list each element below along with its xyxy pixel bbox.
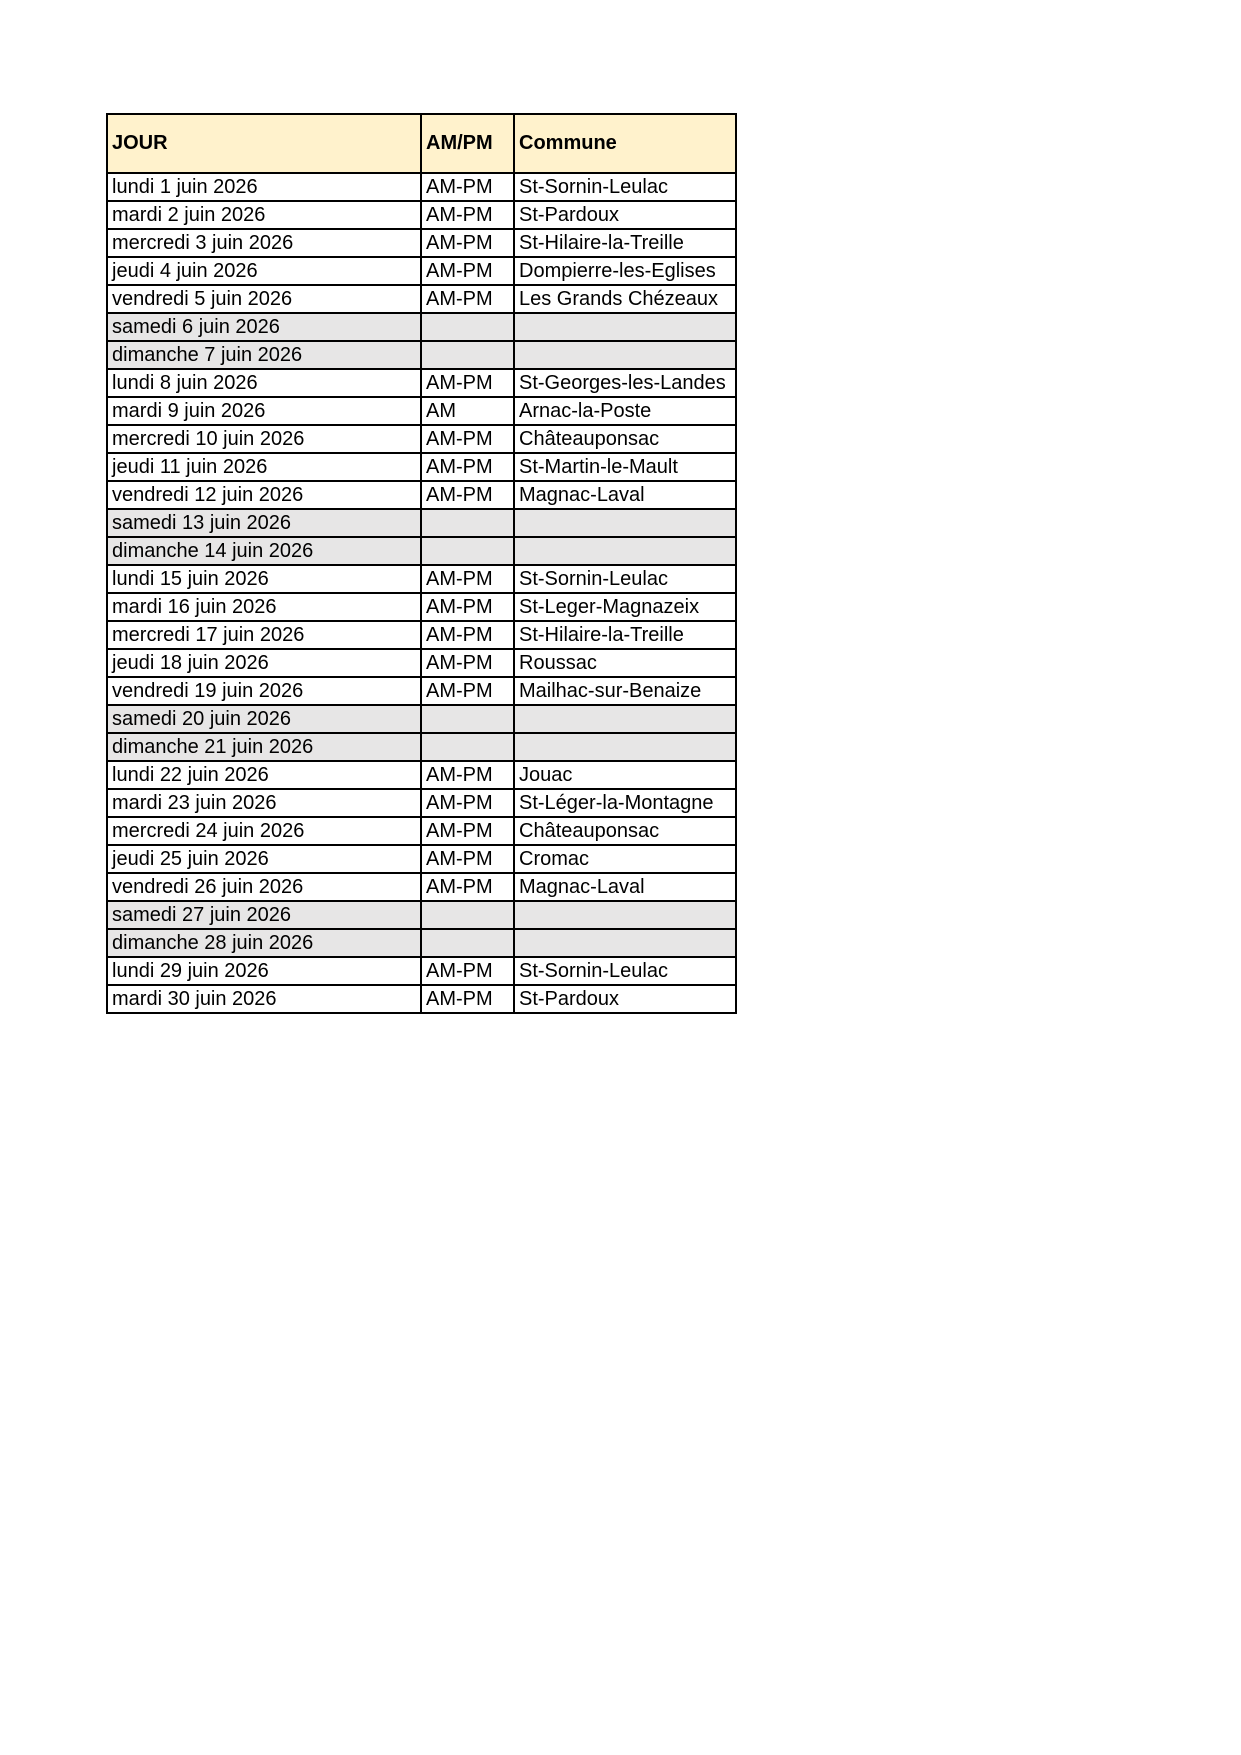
cell-ampm: AM-PM: [421, 481, 514, 509]
cell-ampm: AM-PM: [421, 985, 514, 1013]
cell-ampm: AM-PM: [421, 369, 514, 397]
cell-jour: samedi 6 juin 2026: [107, 313, 421, 341]
table-row: [107, 537, 736, 565]
cell-jour: jeudi 18 juin 2026: [107, 649, 421, 677]
cell-jour: mercredi 10 juin 2026: [107, 425, 421, 453]
table-row: [107, 313, 736, 341]
cell-commune: St-Léger-la-Montagne: [514, 789, 736, 817]
cell-commune: St-Hilaire-la-Treille: [514, 229, 736, 257]
cell-ampm: AM-PM: [421, 425, 514, 453]
cell-ampm: AM-PM: [421, 593, 514, 621]
table-row: [107, 201, 736, 229]
table-row: [107, 789, 736, 817]
cell-jour: mercredi 3 juin 2026: [107, 229, 421, 257]
cell-ampm: AM-PM: [421, 873, 514, 901]
cell-jour: mardi 23 juin 2026: [107, 789, 421, 817]
cell-commune: [514, 341, 736, 369]
table-row: [107, 957, 736, 985]
table-row: [107, 285, 736, 313]
cell-ampm: [421, 733, 514, 761]
table-row: [107, 873, 736, 901]
cell-ampm: AM-PM: [421, 285, 514, 313]
cell-commune: Châteauponsac: [514, 817, 736, 845]
cell-jour: mardi 2 juin 2026: [107, 201, 421, 229]
cell-ampm: [421, 705, 514, 733]
table-row: [107, 229, 736, 257]
cell-jour: dimanche 14 juin 2026: [107, 537, 421, 565]
cell-commune: [514, 313, 736, 341]
cell-ampm: AM-PM: [421, 229, 514, 257]
schedule-body: [107, 173, 736, 1013]
cell-ampm: AM-PM: [421, 817, 514, 845]
cell-commune: Magnac-Laval: [514, 873, 736, 901]
cell-ampm: [421, 929, 514, 957]
cell-commune: St-Pardoux: [514, 201, 736, 229]
table-row: [107, 677, 736, 705]
table-row: [107, 761, 736, 789]
cell-commune: Cromac: [514, 845, 736, 873]
cell-ampm: AM-PM: [421, 957, 514, 985]
cell-jour: dimanche 28 juin 2026: [107, 929, 421, 957]
cell-commune: Jouac: [514, 761, 736, 789]
cell-jour: lundi 29 juin 2026: [107, 957, 421, 985]
table-row: [107, 845, 736, 873]
cell-commune: [514, 705, 736, 733]
cell-commune: [514, 929, 736, 957]
cell-commune: St-Hilaire-la-Treille: [514, 621, 736, 649]
table-row: [107, 621, 736, 649]
header-ampm: AM/PM: [421, 114, 514, 173]
table-row: [107, 705, 736, 733]
cell-jour: vendredi 26 juin 2026: [107, 873, 421, 901]
table-row: [107, 173, 736, 201]
cell-jour: dimanche 7 juin 2026: [107, 341, 421, 369]
cell-ampm: AM-PM: [421, 201, 514, 229]
cell-commune: [514, 733, 736, 761]
cell-jour: mercredi 17 juin 2026: [107, 621, 421, 649]
cell-ampm: [421, 537, 514, 565]
table-row: [107, 929, 736, 957]
cell-ampm: AM: [421, 397, 514, 425]
table-row: [107, 453, 736, 481]
cell-jour: vendredi 19 juin 2026: [107, 677, 421, 705]
cell-ampm: AM-PM: [421, 453, 514, 481]
cell-ampm: [421, 509, 514, 537]
table-row: [107, 817, 736, 845]
cell-jour: jeudi 11 juin 2026: [107, 453, 421, 481]
cell-jour: mercredi 24 juin 2026: [107, 817, 421, 845]
cell-commune: St-Sornin-Leulac: [514, 173, 736, 201]
table-row: [107, 481, 736, 509]
cell-commune: St-Pardoux: [514, 985, 736, 1013]
table-row: [107, 257, 736, 285]
cell-commune: Roussac: [514, 649, 736, 677]
cell-ampm: AM-PM: [421, 257, 514, 285]
header-commune: Commune: [514, 114, 736, 173]
cell-jour: vendredi 12 juin 2026: [107, 481, 421, 509]
cell-ampm: AM-PM: [421, 677, 514, 705]
cell-commune: St-Sornin-Leulac: [514, 565, 736, 593]
cell-commune: St-Leger-Magnazeix: [514, 593, 736, 621]
cell-commune: Dompierre-les-Eglises: [514, 257, 736, 285]
cell-jour: samedi 27 juin 2026: [107, 901, 421, 929]
cell-jour: lundi 15 juin 2026: [107, 565, 421, 593]
cell-commune: Arnac-la-Poste: [514, 397, 736, 425]
table-row: [107, 593, 736, 621]
cell-commune: Châteauponsac: [514, 425, 736, 453]
table-row: [107, 341, 736, 369]
cell-ampm: AM-PM: [421, 565, 514, 593]
cell-jour: jeudi 25 juin 2026: [107, 845, 421, 873]
cell-ampm: AM-PM: [421, 845, 514, 873]
table-row: [107, 565, 736, 593]
cell-ampm: AM-PM: [421, 621, 514, 649]
cell-jour: mardi 30 juin 2026: [107, 985, 421, 1013]
cell-commune: [514, 509, 736, 537]
cell-ampm: AM-PM: [421, 761, 514, 789]
table-row: [107, 425, 736, 453]
cell-ampm: AM-PM: [421, 789, 514, 817]
table-row: [107, 397, 736, 425]
table-row: [107, 901, 736, 929]
cell-commune: St-Sornin-Leulac: [514, 957, 736, 985]
table-row: [107, 369, 736, 397]
header-row: [107, 114, 736, 173]
cell-jour: lundi 1 juin 2026: [107, 173, 421, 201]
schedule-table: [106, 113, 737, 1014]
cell-jour: lundi 22 juin 2026: [107, 761, 421, 789]
cell-ampm: [421, 313, 514, 341]
table-row: [107, 649, 736, 677]
cell-jour: jeudi 4 juin 2026: [107, 257, 421, 285]
cell-jour: mardi 9 juin 2026: [107, 397, 421, 425]
cell-commune: Magnac-Laval: [514, 481, 736, 509]
table-row: [107, 733, 736, 761]
table-row: [107, 509, 736, 537]
cell-commune: Mailhac-sur-Benaize: [514, 677, 736, 705]
cell-commune: Les Grands Chézeaux: [514, 285, 736, 313]
cell-commune: [514, 537, 736, 565]
cell-ampm: AM-PM: [421, 173, 514, 201]
cell-jour: dimanche 21 juin 2026: [107, 733, 421, 761]
cell-jour: samedi 20 juin 2026: [107, 705, 421, 733]
cell-commune: [514, 901, 736, 929]
cell-commune: St-Martin-le-Mault: [514, 453, 736, 481]
cell-ampm: AM-PM: [421, 649, 514, 677]
header-jour: JOUR: [107, 114, 421, 173]
table-row: [107, 985, 736, 1013]
cell-commune: St-Georges-les-Landes: [514, 369, 736, 397]
cell-jour: mardi 16 juin 2026: [107, 593, 421, 621]
cell-jour: vendredi 5 juin 2026: [107, 285, 421, 313]
cell-ampm: [421, 901, 514, 929]
cell-jour: samedi 13 juin 2026: [107, 509, 421, 537]
cell-jour: lundi 8 juin 2026: [107, 369, 421, 397]
cell-ampm: [421, 341, 514, 369]
